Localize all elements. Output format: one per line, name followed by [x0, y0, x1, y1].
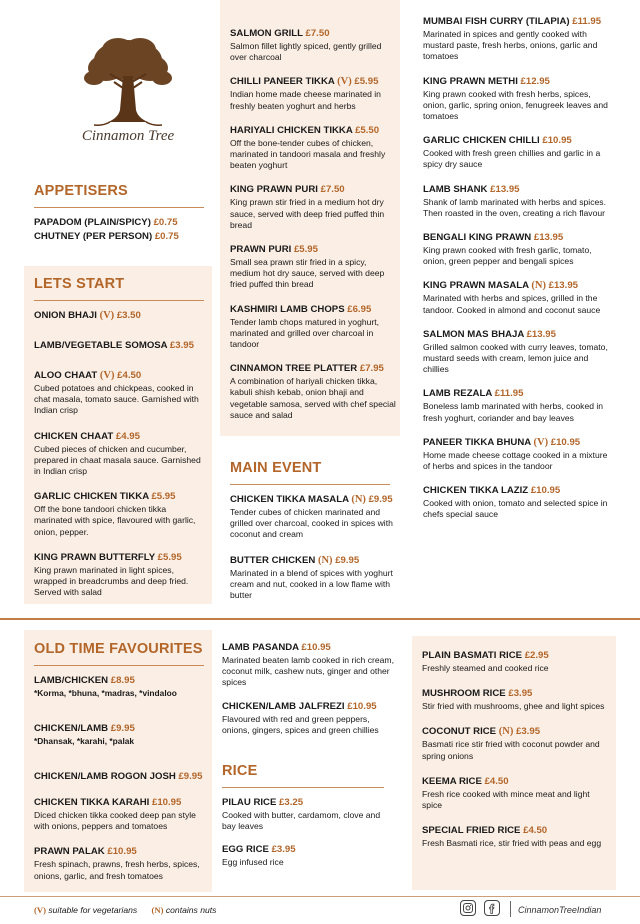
menu-item-name	[230, 363, 398, 375]
dish-description: Freshly steamed and cooked rice	[422, 663, 549, 673]
menu-item-name	[222, 701, 394, 713]
menu-item-name	[34, 217, 204, 229]
menu-item	[222, 701, 394, 736]
menu-item	[34, 310, 204, 322]
dish-price: £10.95	[347, 700, 377, 712]
dish-name: KING PRAWN PURI	[230, 184, 318, 196]
veg-legend-tag: (V)	[34, 905, 46, 915]
dish-description: Cooked with butter, cardamom, clove and bay leaves	[222, 810, 381, 832]
menu-item-name	[222, 642, 394, 654]
main-event-title: MAIN EVENT	[230, 460, 322, 476]
menu-item-name	[34, 797, 206, 809]
old-time-section	[34, 641, 206, 882]
dish-name: LAMB SHANK	[423, 183, 488, 195]
dish-name: SALMON MAS BHAJA	[423, 328, 524, 340]
section-divider	[34, 665, 204, 666]
dish-price: £4.95	[115, 430, 140, 442]
dish-name: KASHMIRI LAMB CHOPS	[230, 303, 345, 315]
menu-item	[34, 491, 204, 538]
dish-name: CHICKEN/LAMB	[34, 723, 109, 734]
dish-price: £11.95	[494, 388, 524, 400]
nut-legend-tag: (N)	[151, 905, 164, 915]
menu-item	[34, 431, 204, 478]
menu-item	[230, 28, 398, 63]
old-time-list	[34, 675, 206, 882]
main-col3-list	[423, 16, 615, 521]
menu-item	[34, 723, 206, 747]
dish-description: Marinated in a blend of spices with yoghurt cream and nut, cooked in a low flame with butter	[230, 567, 393, 601]
dish-name: CHUTNEY (PER PERSON)	[34, 231, 153, 242]
menu-item	[423, 329, 615, 376]
dietary-tag: (V)	[99, 370, 115, 381]
section-divider	[34, 300, 204, 301]
menu-item-name	[230, 494, 398, 506]
menu-item-name	[422, 726, 612, 738]
rice-col2-list	[222, 797, 394, 869]
dish-name: HARIYALI CHICKEN TIKKA	[230, 124, 353, 136]
dish-description: Marinated beaten lamb cooked in rich cream, coconut milk, cashew nuts, ginger and other spices	[222, 655, 394, 688]
menu-item-name	[423, 135, 615, 147]
menu-item-name	[230, 244, 398, 256]
menu-item-name	[222, 797, 394, 809]
dish-price: £0.75	[154, 231, 179, 242]
dish-name: LAMB REZALA	[423, 388, 492, 400]
dish-description: Cooked with onion, tomato and selected spice in chefs special sauce	[423, 498, 608, 520]
dish-name: CINNAMON TREE PLATTER	[230, 363, 358, 375]
dish-description: King prawn stir fried in a medium hot dry sauce, served with deep fried puffed thin bread	[230, 197, 385, 230]
instagram-link[interactable]	[460, 900, 476, 916]
menu-item-name	[34, 431, 204, 443]
menu-item	[230, 184, 398, 231]
dish-price: £4.50	[117, 370, 142, 381]
appetisers-list	[34, 217, 204, 243]
menu-item-name	[423, 16, 615, 28]
menu-item	[422, 776, 612, 811]
dish-price: £3.95	[169, 340, 194, 351]
dish-price: £5.95	[151, 491, 176, 503]
menu-item-name	[34, 370, 204, 382]
dish-price: £0.75	[153, 217, 178, 228]
menu-item	[34, 675, 206, 699]
menu-item-name	[423, 437, 615, 449]
menu-item	[34, 846, 206, 881]
menu-item	[230, 555, 398, 602]
dietary-tag: (N)	[531, 280, 546, 292]
dish-price: £5.50	[355, 124, 380, 136]
instagram-icon[interactable]	[460, 900, 476, 916]
menu-item	[422, 650, 612, 674]
menu-item	[422, 825, 612, 849]
dish-name: CHICKEN TIKKA KARAHI	[34, 797, 150, 808]
rice-col3-list	[422, 650, 612, 849]
menu-item	[34, 552, 204, 599]
dish-name: KING PRAWN MASALA	[423, 280, 529, 292]
dish-description: A combination of hariyali chicken tikka, kabuli shish kebab, onion bhaji and vegetable samosa, served with chef special sauce and salad	[230, 376, 396, 420]
dish-price: £10.95	[542, 135, 572, 147]
dietary-tag: (N)	[351, 494, 366, 505]
dish-price: £12.95	[520, 75, 550, 87]
menu-item	[423, 232, 615, 267]
dish-description: Fresh Basmati rice, stir fried with peas and egg	[422, 838, 602, 849]
dish-description: Fresh rice cooked with mince meat and light spice	[422, 788, 590, 811]
dish-name: BUTTER CHICKEN	[230, 554, 316, 566]
nut-legend-text: contains nuts	[165, 905, 217, 915]
menu-item	[423, 388, 615, 423]
dish-description: Marinated in spices and gently cooked with mustard paste, fresh herbs, onions, garlic and tomatoes	[423, 29, 598, 62]
facebook-link[interactable]	[484, 900, 500, 916]
dish-description: Off the bone tandoori chicken tikka marinated with spice, flavoured with garlic, onion, pepper.	[34, 504, 196, 537]
menu-item-name	[230, 125, 398, 137]
menu-item-name	[34, 340, 204, 352]
menu-item	[230, 244, 398, 291]
menu-item	[230, 494, 398, 541]
menu-item	[422, 688, 612, 712]
menu-item-name	[34, 310, 204, 322]
dish-description: Cubed pieces of chicken and cucumber, prepared in chaat masala sauce. Garnished in Indian crisp	[34, 443, 201, 477]
menu-item-name	[423, 280, 615, 292]
menu-item-name	[34, 846, 206, 858]
footer-legend	[34, 905, 216, 915]
dish-price: £9.95	[178, 771, 203, 782]
dish-price: £8.95	[110, 675, 135, 686]
dish-name: BENGALI KING PRAWN	[423, 232, 532, 244]
dish-price: £3.25	[279, 797, 304, 808]
dish-price: £10.95	[530, 485, 561, 497]
menu-item-name	[34, 231, 204, 243]
lets-start-section	[34, 276, 204, 598]
dish-name: GARLIC CHICKEN CHILLI	[423, 135, 540, 147]
menu-item-name	[34, 491, 204, 503]
menu-item-name	[423, 388, 615, 400]
dish-price: £13.95	[533, 232, 564, 244]
dish-price: £4.50	[523, 825, 548, 837]
dish-description: Salmon fillet lightly spiced, gently grilled over charcoal	[230, 41, 382, 63]
dish-description: Egg infused rice	[222, 857, 284, 868]
svg-text:Cinnamon Tree: Cinnamon Tree	[81, 128, 175, 144]
social-handle[interactable]: CinnamonTreeIndian	[518, 905, 602, 915]
dish-description: Diced chicken tikka cooked deep pan style with onions, peppers and tomatoes	[34, 810, 196, 832]
old-time-col2-list	[222, 642, 394, 736]
dish-price: £10.95	[301, 642, 331, 653]
dish-price: £11.95	[572, 16, 602, 27]
facebook-icon[interactable]	[484, 900, 500, 916]
cinnamon-tree-logo	[48, 30, 208, 150]
menu-item	[423, 280, 615, 315]
lets-start-list	[34, 310, 204, 598]
section-divider	[230, 484, 390, 485]
section-separator	[0, 618, 640, 620]
menu-item	[230, 76, 398, 111]
dish-description: Tender cubes of chicken marinated and grilled over charcoal, cooked in spices with coconut and cream	[230, 507, 393, 540]
menu-item	[34, 370, 204, 417]
menu-item-name	[222, 844, 394, 856]
menu-item-name	[230, 28, 398, 40]
menu-item-name	[422, 688, 612, 700]
dish-description: Cooked with fresh green chillies and garlic in a spicy dry sauce	[423, 148, 601, 170]
dish-name: ONION BHAJI	[34, 310, 97, 321]
dietary-tag: (V)	[337, 76, 352, 88]
dish-price: £3.95	[516, 726, 541, 738]
footer-separator	[510, 901, 511, 917]
dish-description: Off the bone-tender cubes of chicken, marinated in tandoori masala and freshly beaten yoghurt	[230, 137, 386, 171]
footer-divider	[0, 896, 640, 897]
menu-item	[423, 184, 615, 219]
menu-item-name	[423, 232, 615, 244]
menu-item-name	[230, 184, 398, 196]
dish-name: CHILLI PANEER TIKKA	[230, 76, 335, 88]
menu-item	[423, 16, 615, 63]
menu-item	[34, 231, 204, 243]
dish-price: £13.95	[526, 328, 556, 340]
dish-price: £13.95	[490, 183, 520, 195]
menu-item-name	[423, 76, 615, 88]
dish-description: Boneless lamb marinated with herbs, cooked in fresh yoghurt, coriander and bay leaves	[423, 401, 604, 423]
dish-description: Grilled salmon cooked with curry leaves, tomato, mustard seeds with cream, lemon juice and chillies	[423, 341, 608, 375]
section-divider	[222, 787, 384, 788]
dish-price: £2.95	[524, 650, 549, 661]
menu-item	[34, 217, 204, 229]
menu-item	[423, 485, 615, 520]
dietary-tag: (V)	[533, 436, 549, 448]
menu-item	[230, 363, 398, 421]
dish-description: Marinated with herbs and spices, grilled in the tandoor. Cooked in almond and coconut sauce	[423, 293, 601, 315]
dish-name: EGG RICE	[222, 844, 269, 856]
appetisers-section	[34, 183, 204, 245]
dish-name: MUSHROOM RICE	[422, 688, 506, 700]
main-col2-list	[230, 494, 398, 601]
dish-price: £9.95	[368, 494, 393, 505]
dish-name: KING PRAWN BUTTERFLY	[34, 551, 155, 563]
dish-price: £9.95	[335, 554, 360, 566]
rice-section	[222, 763, 394, 869]
dish-description: Home made cheese cottage cooked in a mixture of herbs and spices in the tandoor	[423, 449, 608, 472]
dish-price: £9.95	[110, 723, 135, 734]
menu-item	[222, 844, 394, 868]
menu-item-name	[422, 650, 612, 662]
section-divider	[34, 207, 204, 208]
dish-price: £10.95	[550, 436, 581, 448]
menu-item-name	[34, 771, 206, 783]
menu-item-name	[422, 776, 612, 788]
dish-price: £5.95	[293, 244, 318, 256]
menu-item-name	[423, 184, 615, 196]
dish-description: King prawn marinated in light spices, wrapped in breadcrumbs and deep fried. Served with salad	[34, 564, 189, 598]
dish-price: £7.50	[320, 184, 345, 196]
dish-name: CHICKEN/LAMB JALFREZI	[222, 700, 345, 712]
dish-description: Basmati rice stir fried with coconut powder and spring onions	[422, 739, 600, 761]
dish-price: £3.50	[116, 310, 141, 321]
dish-name: SALMON GRILL	[230, 28, 303, 39]
dish-name: COCONUT RICE	[422, 726, 497, 738]
menu-item-name	[423, 485, 615, 497]
dish-price: £3.95	[508, 688, 533, 700]
menu-item	[423, 135, 615, 170]
rice-title: RICE	[222, 763, 258, 779]
menu-item	[34, 771, 206, 783]
dish-price: £6.95	[347, 303, 372, 315]
dish-name: PAPADOM (PLAIN/SPICY)	[34, 217, 151, 228]
dish-name: LAMB PASANDA	[222, 642, 299, 653]
menu-item	[34, 797, 206, 832]
dish-name: PANEER TIKKA BHUNA	[423, 436, 531, 448]
dish-price: £7.95	[359, 363, 384, 375]
dish-price: £5.95	[354, 76, 379, 88]
dish-name: KING PRAWN METHI	[423, 75, 518, 87]
dish-price: £7.50	[305, 28, 330, 39]
dish-name: LAMB/CHICKEN	[34, 675, 109, 686]
dish-name: LAMB/VEGETABLE SOMOSA	[34, 340, 168, 351]
dish-name: GARLIC CHICKEN TIKKA	[34, 491, 149, 503]
dish-description: Fresh spinach, prawns, fresh herbs, spices, onions, garlic, and fresh tomatoes	[34, 859, 200, 881]
veg-legend-text: suitable for vegetarians	[48, 905, 138, 915]
dish-name: CHICKEN/LAMB ROGON JOSH	[34, 771, 176, 782]
dish-description: Indian home made cheese marinated in freshly beaten yoghurt and herbs	[230, 89, 381, 111]
dish-description: Tender lamb chops matured in yoghurt, marinated and grilled over charcoal in tandoor	[230, 316, 380, 350]
menu-item-name	[230, 304, 398, 316]
dish-price: £10.95	[151, 797, 182, 808]
dish-name: PRAWN PALAK	[34, 846, 105, 858]
menu-item-name	[230, 555, 398, 567]
dietary-tag: (N)	[317, 554, 333, 566]
dish-description: King prawn cooked with fresh herbs, spices, onion, garlic, spring onion, fenugreek leaves and tomatoes	[423, 88, 608, 122]
menu-item	[230, 125, 398, 172]
dish-price: £10.95	[107, 846, 137, 858]
dish-description: Flavoured with red and green peppers, onions, gingers, spices and green chillies	[222, 713, 379, 735]
dish-price: £13.95	[548, 280, 578, 292]
appetisers-title: APPETISERS	[34, 183, 128, 199]
dietary-tag: (V)	[99, 310, 115, 321]
dietary-tag: (N)	[498, 726, 514, 738]
dish-description: Shank of lamb marinated with herbs and spices. Then roasted in the oven, creating a rich flavour	[423, 196, 606, 218]
dish-name: CHICKEN TIKKA MASALA	[230, 494, 349, 505]
lets-start-title: LETS START	[34, 276, 125, 292]
dish-name: PILAU RICE	[222, 797, 277, 808]
menu-item	[422, 726, 612, 761]
menu-item	[423, 437, 615, 472]
dish-description: Stir fried with mushrooms, ghee and light spices	[422, 701, 605, 712]
menu-item	[230, 304, 398, 351]
menu-item-name	[34, 552, 204, 564]
dish-price: £3.95	[271, 844, 296, 856]
dish-name: CHICKEN TIKKA LAZIZ	[423, 485, 529, 497]
dish-price: £4.50	[484, 775, 509, 787]
menu-item	[222, 642, 394, 689]
menu-item-name	[34, 723, 206, 735]
menu-item	[34, 340, 204, 352]
dish-name: ALOO CHAAT	[34, 370, 98, 381]
dish-description: Cubed potatoes and chickpeas, cooked in chat masala, tomato sauce. Garnished with Indian crisp	[34, 383, 199, 416]
dish-name: MUMBAI FISH CURRY (TILAPIA)	[423, 16, 570, 27]
menu-item-name	[230, 76, 398, 88]
dish-name: CHICKEN CHAAT	[34, 430, 114, 442]
menu-item	[423, 76, 615, 123]
menu-item	[222, 797, 394, 832]
dish-name: PRAWN PURI	[230, 244, 292, 256]
dish-name: KEEMA RICE	[422, 775, 482, 787]
menu-item-name	[34, 675, 206, 687]
starters-col2-list	[230, 28, 398, 421]
dish-name: SPECIAL FRIED RICE	[422, 825, 521, 837]
dish-options: *Korma, *bhuna, *madras, *vindaloo	[34, 688, 177, 698]
dish-options: *Dhansak, *karahi, *palak	[34, 736, 135, 746]
dish-description: King prawn cooked with fresh garlic, tomato, onion, green pepper and bengali spices	[423, 245, 592, 267]
menu-item-name	[422, 825, 612, 837]
dish-description: Small sea prawn stir fried in a spicy, medium hot dry sauce, served with deep fried puffed thin bread	[230, 257, 385, 290]
menu-item-name	[423, 329, 615, 341]
main-event-section	[230, 460, 398, 601]
dish-name: PLAIN BASMATI RICE	[422, 650, 523, 661]
old-time-title: OLD TIME FAVOURITES	[34, 641, 203, 657]
dish-price: £5.95	[157, 551, 182, 563]
